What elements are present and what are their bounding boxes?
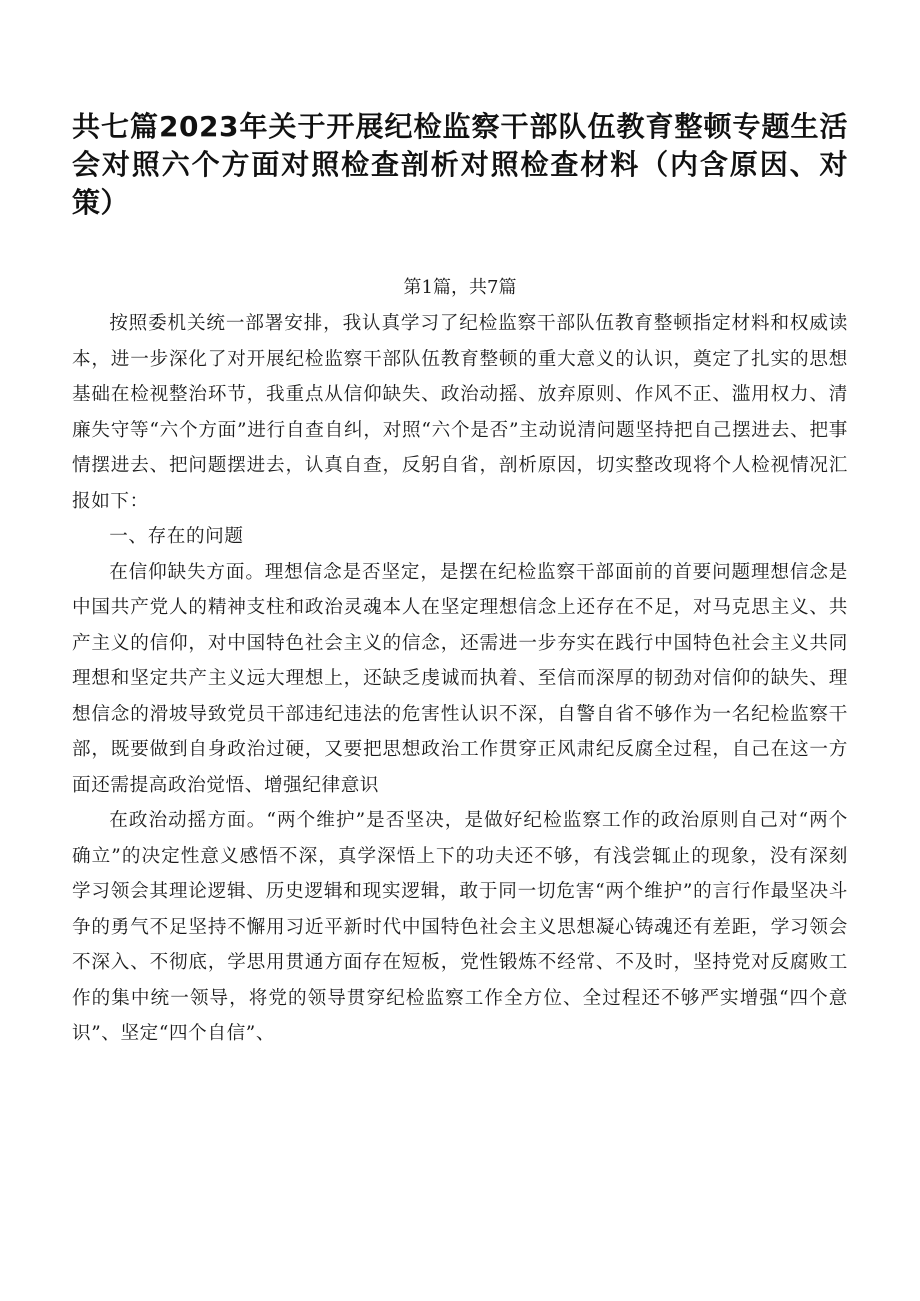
paragraph-political: 在政治动摇方面。“两个维护”是否坚决，是做好纪检监察工作的政治原则自己对“两个确立”的决定性意义感悟不深，真学深悟上下的功夫还不够，有浅尝辄止的现象，没有深刻学习领会其理论逻辑、历史逻辑和现实逻辑，敢于同一切危害“两个维护”的言行作最坚决斗争的勇气不足坚持不懈用习近平新时代中国特色社会主义思想凝心铸魂还有差距，学习领会不深入、不彻底，学思用贯通方面存在短板，党性锻炼不经常、不及时，坚持党对反腐败工作的集中统一领导，将党的领导贯穿纪检监察工作全方位、全过程还不够严实增强“四个意识”、坚定“四个自信”、 [72, 810, 848, 1044]
part-heading: 第1篇，共7篇 [403, 277, 517, 298]
paragraph-intro: 按照委机关统一部署安排，我认真学习了纪检监察干部队伍教育整顿指定材料和权威读本，进一步深化了对开展纪检监察干部队伍教育整顿的重大意义的认识，奠定了扎实的思想基础在检视整治环节，我重点从信仰缺失、政治动摇、放弃原则、作风不正、滥用权力、清廉失守等“六个方面”进行自查自纠，对照“六个是否”主动说清问题坚持把自己摆进去、把事情摆进去、把问题摆进去，认真自查，反躬自省，剖析原因，切实整改现将个人检视情况汇报如下： [72, 313, 848, 512]
section-heading-problems: 一、存在的问题 [109, 526, 244, 547]
document-title: 共七篇2023年关于开展纪检监察干部队伍教育整顿专题生活会对照六个方面对照检查剖析对照检查材料（内含原因、对策） [72, 110, 848, 219]
paragraph-faith: 在信仰缺失方面。理想信念是否坚定，是摆在纪检监察干部面前的首要问题理想信念是中国共产党人的精神支柱和政治灵魂本人在坚定理想信念上还存在不足，对马克思主义、共产主义的信仰，对中国特色社会主义的信念，还需进一步夯实在践行中国特色社会主义共同理想和坚定共产主义远大理想上，还缺乏虔诚而执着、至信而深厚的韧劲对信仰的缺失、理想信念的滑坡导致党员干部违纪违法的危害性认识不深，自警自省不够作为一名纪检监察干部，既要做到自身政治过硬，又要把思想政治工作贯穿正风肃纪反腐全过程，自己在这一方面还需提高政治觉悟、增强纪律意识 [72, 561, 848, 796]
